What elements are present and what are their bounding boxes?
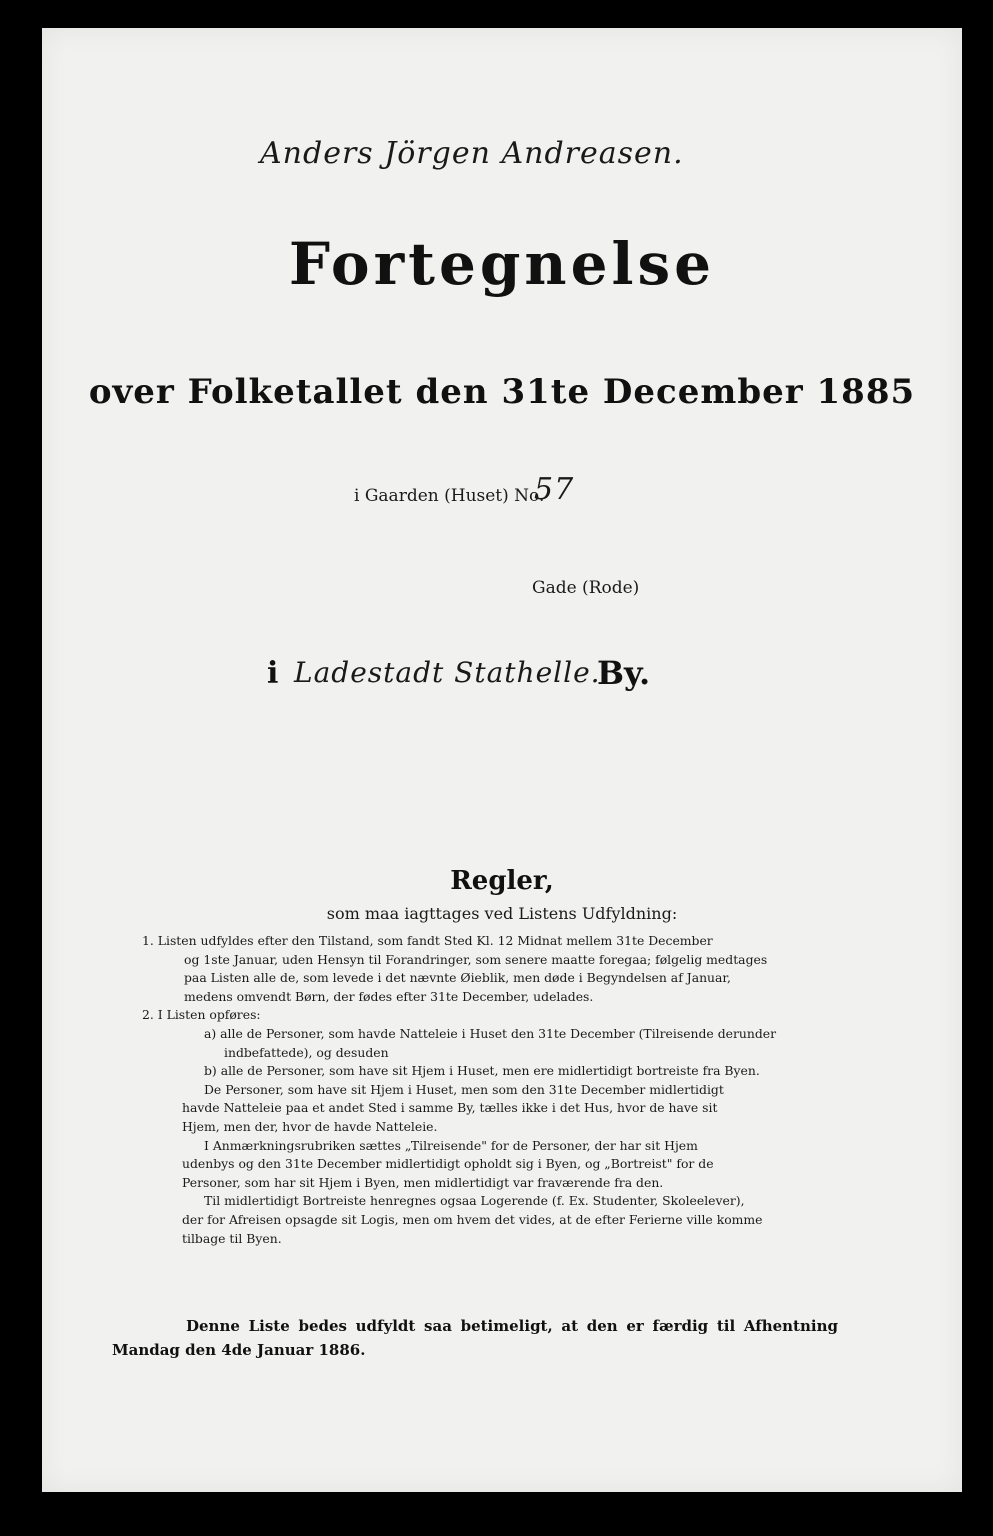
gaard-label: i Gaarden (Huset) No. <box>354 486 545 506</box>
rule-line: I Anmærkningsrubriken sættes „Tilreisende" for de Personer, der har sit Hjem <box>204 1137 698 1153</box>
rule-line: og 1ste Januar, uden Hensyn til Forandringer, som senere maatte foregaa; følgelig medtages <box>184 951 768 967</box>
gade-label: Gade (Rode) <box>532 578 640 598</box>
rule-line: indbefattede), og desuden <box>224 1044 389 1060</box>
rule-line: De Personer, som have sit Hjem i Huset, men som den 31te December midlertidigt <box>204 1081 724 1097</box>
rule-line: b) alle de Personer, som have sit Hjem i Huset, men ere midlertidigt bortreiste fra Byen. <box>204 1063 760 1079</box>
footer-note <box>112 1314 838 1362</box>
rule-line: medens omvendt Børn, der fødes efter 31te December, udelades. <box>184 988 594 1004</box>
by-suffix: By. <box>597 654 651 692</box>
rule-line: Personer, som har sit Hjem i Byen, men midlertidigt var fraværende fra den. <box>182 1174 664 1190</box>
gaard-number-handwritten: 57 <box>534 472 575 507</box>
rule-line: Hjem, men der, hvor de havde Natteleie. <box>182 1118 438 1134</box>
document-subtitle: over Folketallet den 31te December 1885 <box>88 372 916 412</box>
rule-line: a) alle de Personer, som havde Natteleie i Huset den 31te December (Tilreisende derunder <box>204 1025 777 1041</box>
footer-line-1: Denne Liste bedes udfyldt saa betimeligt, at den er færdig til Afhentning <box>186 1317 838 1335</box>
by-prefix: i <box>267 656 279 691</box>
owner-name-handwritten: Anders Jörgen Andreasen. <box>260 136 684 171</box>
rule-line: paa Listen alle de, som levede i det nævnte Øieblik, men døde i Begyndelsen af Januar, <box>184 970 731 986</box>
footer-line-2: Mandag den 4de Januar 1886. <box>112 1341 366 1359</box>
rule-line: tilbage til Byen. <box>182 1230 282 1246</box>
rule-line: Til midlertidigt Bortreiste henregnes ogsaa Logerende (f. Ex. Studenter, Skoleelever), <box>204 1193 745 1209</box>
rule-line: udenbys og den 31te December midlertidigt opholdt sig i Byen, og „Bortreist" for de <box>182 1156 714 1172</box>
rule-line: der for Afreisen opsagde sit Logis, men om hvem det vides, at de efter Ferierne ville komme <box>182 1211 763 1227</box>
census-form-page <box>42 28 962 1492</box>
rules-subheading: som maa iagttages ved Listens Udfyldning: <box>326 904 678 923</box>
by-name-handwritten: Ladestadt Stathelle. <box>294 656 601 689</box>
document-title: Fortegnelse <box>288 230 716 298</box>
rule-line: 2. I Listen opføres: <box>142 1007 261 1023</box>
rules-heading: Regler, <box>450 866 554 896</box>
rule-line: 1. Listen udfyldes efter den Tilstand, som fandt Sted Kl. 12 Midnat mellem 31te December <box>142 933 713 948</box>
rules-text <box>142 932 832 1248</box>
rule-line: havde Natteleie paa et andet Sted i samme By, tælles ikke i det Hus, hvor de have sit <box>182 1100 718 1116</box>
